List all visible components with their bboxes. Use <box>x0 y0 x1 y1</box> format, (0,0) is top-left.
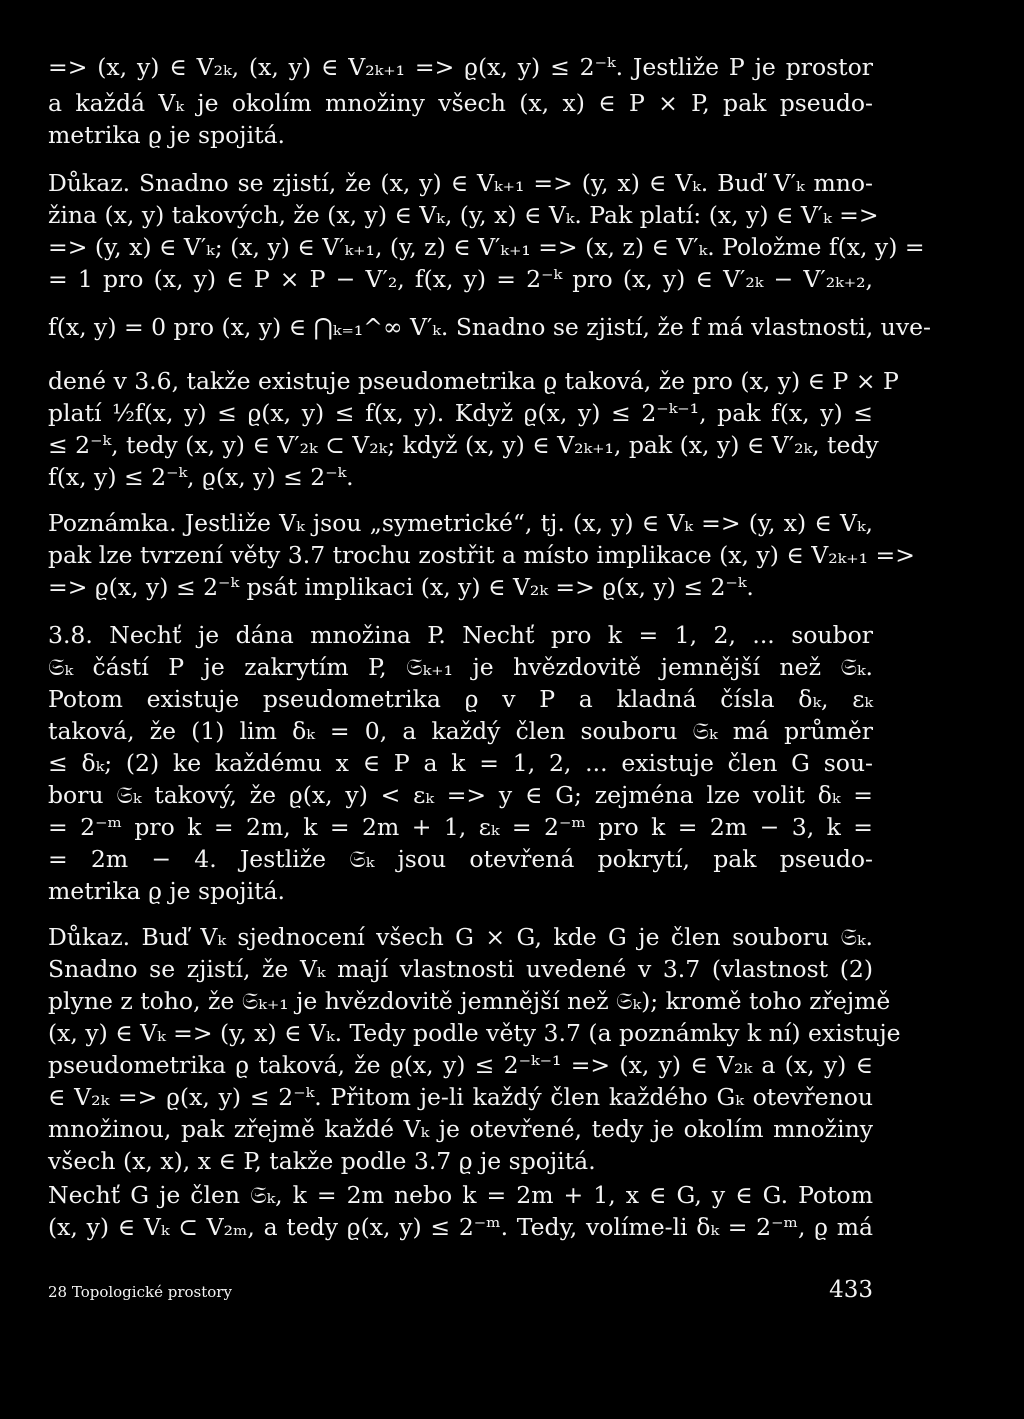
text-line: Snadno se zjistí, že Vₖ mají vlastnosti uvedené v 3.7 (vlastnost (2) <box>48 955 873 983</box>
text-line: žina (x, y) takových, že (x, y) ∈ Vₖ, (y, x) ∈ Vₖ. Pak platí: (x, y) ∈ V′ₖ => <box>48 201 879 229</box>
text-line: pak lze tvrzení věty 3.7 trochu zostřit a místo implikace (x, y) ∈ V₂ₖ₊₁ => <box>48 541 915 569</box>
text-line: ∈ V₂ₖ => ϱ(x, y) ≤ 2⁻ᵏ. Přitom je-li každý člen každého Gₖ otevřenou <box>48 1083 873 1111</box>
text-line: 𝔖ₖ částí P je zakrytím P, 𝔖ₖ₊₁ je hvězdovitě jemnější než 𝔖ₖ. <box>48 653 873 681</box>
running-footer-title: 28 Topologické prostory <box>48 1283 232 1301</box>
text-line: f(x, y) ≤ 2⁻ᵏ, ϱ(x, y) ≤ 2⁻ᵏ. <box>48 463 354 491</box>
text-line: pseudometrika ϱ taková, že ϱ(x, y) ≤ 2⁻ᵏ⁻¹ => (x, y) ∈ V₂ₖ a (x, y) ∈ <box>48 1051 873 1079</box>
text-line: => (x, y) ∈ V₂ₖ, (x, y) ∈ V₂ₖ₊₁ => ϱ(x, y) ≤ 2⁻ᵏ. Jestliže P je prostor <box>48 53 873 81</box>
page-footer <box>48 1278 873 1304</box>
text-line: (x, y) ∈ Vₖ ⊂ V₂ₘ, a tedy ϱ(x, y) ≤ 2⁻ᵐ. Tedy, volíme-li δₖ = 2⁻ᵐ, ϱ má <box>48 1213 873 1241</box>
text-line: množinou, pak zřejmě každé Vₖ je otevřené, tedy je okolím množiny <box>48 1115 873 1143</box>
text-line: Poznámka. Jestliže Vₖ jsou „symetrické“, tj. (x, y) ∈ Vₖ => (y, x) ∈ Vₖ, <box>48 509 873 537</box>
text-line: ≤ 2⁻ᵏ, tedy (x, y) ∈ V′₂ₖ ⊂ V₂ₖ; když (x, y) ∈ V₂ₖ₊₁, pak (x, y) ∈ V′₂ₖ, tedy <box>48 431 879 459</box>
text-line: f(x, y) = 0 pro (x, y) ∈ ⋂ₖ₌₁^∞ V′ₖ. Snadno se zjistí, že f má vlastnosti, uve- <box>48 313 931 341</box>
text-line: dené v 3.6, takže existuje pseudometrika ϱ taková, že pro (x, y) ∈ P × P <box>48 367 899 395</box>
text-line: = 1 pro (x, y) ∈ P × P − V′₂, f(x, y) = 2⁻ᵏ pro (x, y) ∈ V′₂ₖ − V′₂ₖ₊₂, <box>48 265 873 293</box>
text-line: boru 𝔖ₖ takový, že ϱ(x, y) < εₖ => y ∈ G; zejména lze volit δₖ = <box>48 781 873 809</box>
text-line: Důkaz. Snadno se zjistí, že (x, y) ∈ Vₖ₊₁ => (y, x) ∈ Vₖ. Buď V′ₖ mno- <box>48 169 873 197</box>
text-line: všech (x, x), x ∈ P, takže podle 3.7 ϱ je spojitá. <box>48 1147 596 1175</box>
text-line: Důkaz. Buď Vₖ sjednocení všech G × G, kde G je člen souboru 𝔖ₖ. <box>48 923 873 951</box>
text-line: metrika ϱ je spojitá. <box>48 877 286 905</box>
page-number: 433 <box>829 1277 873 1303</box>
text-line: = 2⁻ᵐ pro k = 2m, k = 2m + 1, εₖ = 2⁻ᵐ pro k = 2m − 3, k = <box>48 813 873 841</box>
text-line: ≤ δₖ; (2) ke každému x ∈ P a k = 1, 2, ... existuje člen G sou- <box>48 749 873 777</box>
text-line: = 2m − 4. Jestliže 𝔖ₖ jsou otevřená pokrytí, pak pseudo- <box>48 845 873 873</box>
text-line: plyne z toho, že 𝔖ₖ₊₁ je hvězdovitě jemnější než 𝔖ₖ); kromě toho zřejmě <box>48 987 891 1015</box>
text-line: taková, že (1) lim δₖ = 0, a každý člen souboru 𝔖ₖ má průměr <box>48 717 873 745</box>
text-line: => ϱ(x, y) ≤ 2⁻ᵏ psát implikaci (x, y) ∈ V₂ₖ => ϱ(x, y) ≤ 2⁻ᵏ. <box>48 573 754 601</box>
text-line: => (y, x) ∈ V′ₖ; (x, y) ∈ V′ₖ₊₁, (y, z) ∈ V′ₖ₊₁ => (x, z) ∈ V′ₖ. Položme f(x, y) = <box>48 233 925 261</box>
text-line: a každá Vₖ je okolím množiny všech (x, x) ∈ P × P, pak pseudo- <box>48 89 873 117</box>
text-line: metrika ϱ je spojitá. <box>48 121 286 149</box>
text-line: (x, y) ∈ Vₖ => (y, x) ∈ Vₖ. Tedy podle věty 3.7 (a poznámky k ní) existuje <box>48 1019 901 1047</box>
text-line: platí ½f(x, y) ≤ ϱ(x, y) ≤ f(x, y). Když ϱ(x, y) ≤ 2⁻ᵏ⁻¹, pak f(x, y) ≤ <box>48 399 873 427</box>
text-line: 3.8. Nechť je dána množina P. Nechť pro k = 1, 2, ... soubor <box>48 621 873 649</box>
text-line: Nechť G je člen 𝔖ₖ, k = 2m nebo k = 2m + 1, x ∈ G, y ∈ G. Potom <box>48 1181 873 1209</box>
text-line: Potom existuje pseudometrika ϱ v P a kladná čísla δₖ, εₖ <box>48 685 873 713</box>
